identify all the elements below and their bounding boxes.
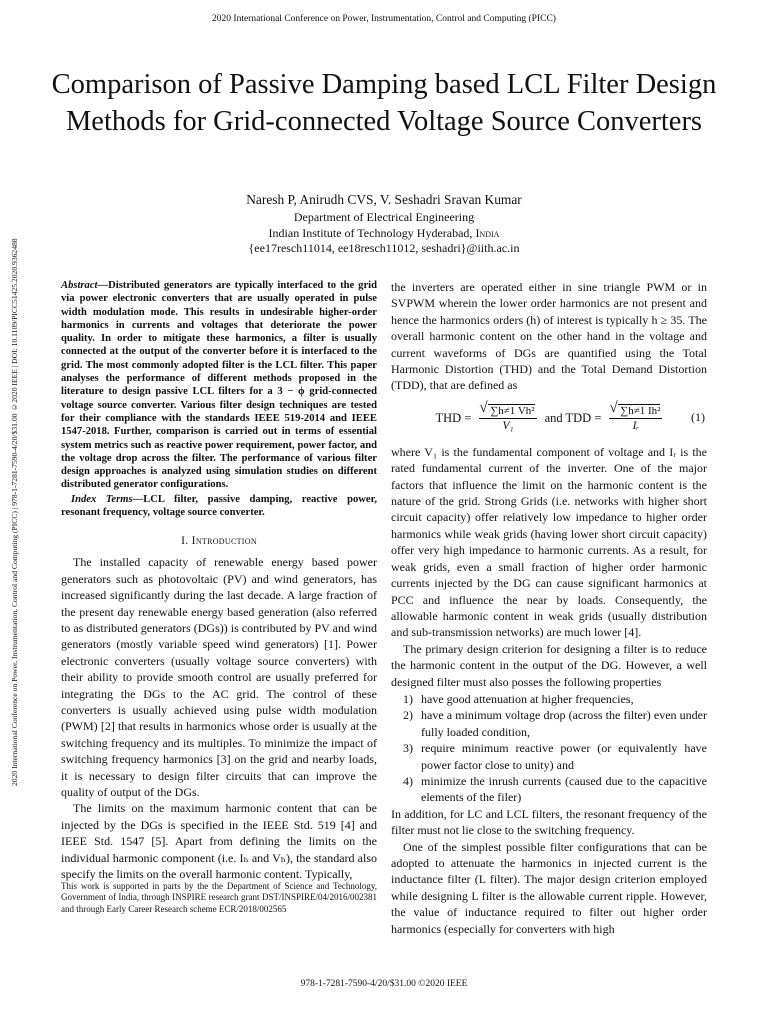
doi-side-strip: 2020 International Conference on Power, Instrumentation, Control and Computing (PICC) | 978-1-7281-7590-4/20/$31.00 ©2020 IEEE | DOI: 10.1109/PICC51425.2020.9362488: [10, 238, 19, 787]
tdd-fraction: [609, 405, 662, 432]
list-item-number: 2): [403, 708, 413, 723]
list-item-number: 1): [403, 691, 413, 706]
author-block: [0, 192, 768, 257]
list-item-text: minimize the inrush currents (caused due to the capacitive elements of the filer): [421, 773, 707, 805]
list-item-number: 3): [403, 741, 413, 756]
intro-paragraph-1: The installed capacity of renewable energy based power generators such as photovoltaic (PV) and wind generators, has increased significantly during the last decade. A large fraction of the present day renewable energy based generation (also referred to as distributed generators (DGs)) is contributed by PV and wind generators (mostly variable speed wind generators) [1]. Power electronic converters (usually voltage source converters) with their ability to provide smooth control are usually preferred for integrating the DGs to the AC grid. The control of these converters is usually achieved using pulse width modulation (PWM) [2] that results in harmonics whose order is usually at the switching frequency and its multiples. To minimize the impact of switching frequency harmonics [3] on the grid and nearby loads, it is necessary to design filter circuits that can improve the quality of output of the DGs.: [61, 555, 377, 800]
conference-header: 2020 International Conference on Power, Instrumentation, Control and Computing (PICC): [212, 14, 556, 24]
page-footer: 978-1-7281-7590-4/20/$31.00 ©2020 IEEE: [300, 979, 468, 989]
list-item: [391, 707, 707, 740]
index-terms: [61, 493, 377, 520]
thd-denominator: V₁: [502, 420, 514, 433]
filter-properties-list: [391, 691, 707, 806]
thd-fraction: [479, 405, 536, 432]
list-item: [391, 773, 707, 806]
paper-title: Comparison of Passive Damping based LCL Filter Design Methods for Grid-connected Voltage Source Converters: [51, 69, 717, 137]
list-item-text: have good attenuation at higher frequencies,: [421, 691, 634, 706]
thd-label: THD =: [435, 411, 472, 426]
right-paragraph-2: where V₁ is the fundamental component of voltage and Iᵣ is the rated fundamental current of the inverter. One of the major factors that influence the limit on the harmonic content is the nature of the grid. Strong Grids (i.e. networks with higher short circuit capacity) offer relatively low impedance to higher order harmonics while weak grids (having lower short circuit capacity) offer very high impedance to harmonic currents. As a result, for weak grids, even a small fraction of higher order harmonic currents injected by the DG can cause significant harmonics at PCC and influence the near by loads. Consequently, the allowable harmonic content in weak grids (usually distribution and sub-transmission networks) are much lower [4].: [391, 444, 707, 640]
thd-numerator: √ ∑h≠1 Vh²: [488, 404, 534, 417]
author-institute: [0, 226, 768, 242]
list-item-text: have a minimum voltage drop (across the filter) even under fully loaded condition,: [421, 708, 707, 739]
index-terms-lead: Index Terms: [71, 493, 133, 505]
section-number: I.: [181, 534, 192, 548]
tdd-denominator: Iᵣ: [632, 420, 640, 433]
equation-number: (1): [691, 409, 705, 424]
section-title: Introduction: [191, 534, 257, 548]
right-paragraph-1: the inverters are operated either in sine triangle PWM or in SVPWM wherein the lower order harmonics are not present and hence the harmonics orders (h) of interest is typically h ≥ 35. The overall harmonic content on the other hand in the voltage and current waveforms of DGs are quantified using the Total Harmonic Distortion (THD) and the Total Demand Distortion (TDD), that are defined as: [391, 280, 707, 393]
abstract-text: —Distributed generators are typically interfaced to the grid via power electronic converters that are usually operated in pulse width modulation mode. This results in undesirable higher-order harmonics in currents and voltages that deteriorate the power quality. In order to mitigate these harmonics, a filter is usually connected at the output of the converter before it is interfaced to the grid. The most commonly adopted filter is the LCL filter. This paper analyses the performance of different methods proposed in the literature to design passive LCL filters for a 3 − ϕ grid-connected voltage source converter. Various filter design techniques are tested for their compliance with the standards IEEE 519-2014 and IEEE 1547-2018. Further, comparison is carried out in terms of essential system metrics such as reactive power requirement, power factor, and the voltage drop across the filter. The performance of various filter design approaches is analyzed using simulation studies on different distributed generator configurations.: [61, 280, 377, 491]
list-item: [391, 691, 707, 707]
right-paragraph-5: One of the simplest possible filter configurations that can be adopted to attenuate the harmonics in injected current is the inductance filter (L filter). The major design criterion employed while designing L filter is the allowable current ripple. However, the value of inductance required to filter out higher order harmonics (especially for converters with high: [391, 839, 707, 936]
list-item-text: require minimum reactive power (or equivalently have power factor close to unity) and: [421, 741, 707, 772]
intro-paragraph-2: The limits on the maximum harmonic content that can be injected by the DGs is specified in the IEEE Std. 519 [4] and IEEE Std. 1547 [5]. Apart from defining the limits on the individual harmonic component (i.e. Iₕ and Vₕ), the standard also specify the limits on the overall harmonic content. Typically,: [61, 801, 377, 882]
institute-country: India: [475, 225, 500, 240]
author-emails: {ee17resch11014, ee18resch11012, seshadri}@iith.ac.in: [248, 241, 520, 255]
index-terms-text: —LCL filter, passive damping, reactive power, resonant frequency, voltage source converter.: [61, 493, 377, 519]
author-department: Department of Electrical Engineering: [293, 210, 475, 224]
abstract-lead: Abstract: [61, 280, 98, 291]
tdd-label: and TDD =: [544, 411, 602, 426]
right-paragraph-3: The primary design criterion for designing a filter is to reduce the harmonic content in the output of the DG. However, a well designed filter must also posses the following properties: [391, 641, 707, 689]
funding-footnote: This work is supported in parts by the the Department of Science and Technology, Government of India, through INSPIRE research grant DST/INSPIRE/04/2016/002381 and through Early Career Research scheme ECR/2018/002565: [61, 881, 377, 914]
list-item-number: 4): [403, 773, 413, 788]
author-names: Naresh P, Anirudh CVS, V. Seshadri Sravan Kumar: [246, 192, 522, 207]
right-column: [391, 279, 707, 937]
section-heading-introduction: [61, 534, 377, 547]
list-item: [391, 740, 707, 773]
abstract: [61, 279, 377, 492]
left-column: [61, 279, 377, 882]
institute-name: Indian Institute of Technology Hyderabad,: [268, 225, 476, 240]
right-paragraph-4: In addition, for LC and LCL filters, the resonant frequency of the filter must not lie close to the switching frequency.: [391, 806, 707, 838]
tdd-numerator: √ ∑h≠1 Ih²: [618, 404, 660, 417]
equation-thd-tdd: [391, 396, 707, 442]
